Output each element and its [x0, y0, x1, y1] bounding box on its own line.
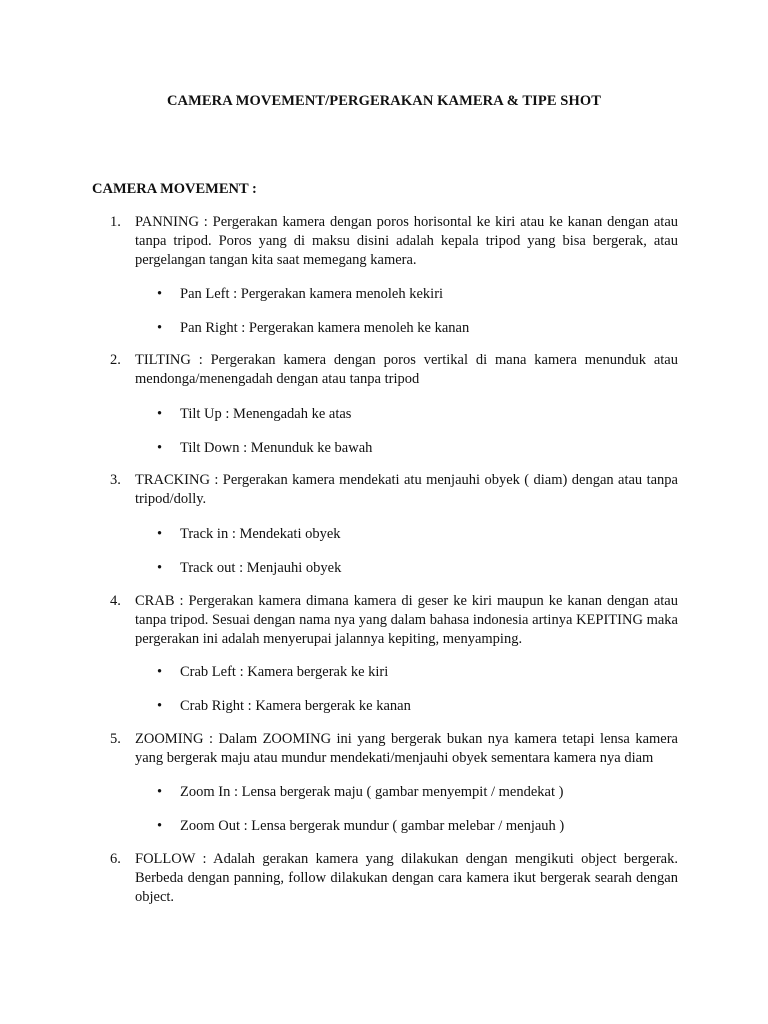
- bullet-text: Pan Left : Pergerakan kamera menoleh kekiri: [180, 286, 444, 302]
- item-text: TILTING : Pergerakan kamera dengan poros vertikal di mana kamera menunduk atau mendonga/menengadah dengan atau tanpa tripod: [135, 352, 678, 387]
- item-number: 4.: [110, 593, 121, 609]
- bullet-text: Zoom Out : Lensa bergerak mundur ( gambar melebar / menjauh ): [180, 818, 565, 834]
- bullet-item: [157, 285, 443, 304]
- section-heading: CAMERA MOVEMENT :: [92, 181, 257, 197]
- item-text: ZOOMING : Dalam ZOOMING ini yang bergerak bukan nya kamera tetapi lensa kamera yang bergerak maju atau mundur mendekati/menjauhi obyek sementara kamera nya diam: [135, 731, 678, 766]
- item-text: FOLLOW : Adalah gerakan kamera yang dilakukan dengan mengikuti object bergerak. Berbeda dengan panning, follow dilakukan dengan cara kamera ikut bergerak searah dengan object.: [135, 851, 678, 905]
- bullet-icon: •: [157, 440, 163, 456]
- list-item-crab: [110, 592, 678, 649]
- bullet-text: Crab Left : Kamera bergerak ke kiri: [180, 664, 389, 680]
- bullet-icon: •: [157, 286, 163, 302]
- item-text: PANNING : Pergerakan kamera dengan poros horisontal ke kiri atau ke kanan dengan atau tanpa tripod. Poros yang di maksu disini adalah kepala tripod yang bisa bergerak, atau pergelangan tangan kita saat memegang kamera.: [135, 214, 678, 268]
- bullet-item: [157, 817, 564, 836]
- bullet-icon: •: [157, 526, 163, 542]
- bullet-text: Tilt Down : Menunduk ke bawah: [180, 440, 373, 456]
- bullet-icon: •: [157, 698, 163, 714]
- item-text: CRAB : Pergerakan kamera dimana kamera di geser ke kiri maupun ke kanan dengan atau tanpa tripod. Sesuai dengan nama nya yang dalam bahasa indonesia artinya KEPITING maka pergerakan ini adalah menyerupai jalannya kepiting, menyamping.: [135, 593, 678, 647]
- list-item-zooming: [110, 730, 678, 768]
- bullet-icon: •: [157, 664, 163, 680]
- bullet-item: [157, 319, 469, 338]
- item-number: 6.: [110, 851, 121, 867]
- bullet-text: Track out : Menjauhi obyek: [180, 560, 342, 576]
- list-item-panning: [110, 213, 678, 270]
- item-number: 3.: [110, 472, 121, 488]
- item-text: TRACKING : Pergerakan kamera mendekati atu menjauhi obyek ( diam) dengan atau tanpa tripod/dolly.: [135, 472, 678, 507]
- bullet-icon: •: [157, 818, 163, 834]
- bullet-icon: •: [157, 784, 163, 800]
- bullet-item: [157, 697, 411, 716]
- bullet-item: [157, 663, 388, 682]
- bullet-item: [157, 405, 351, 424]
- list-item-tracking: [110, 471, 678, 509]
- list-item-follow: [110, 850, 678, 907]
- bullet-item: [157, 559, 341, 578]
- bullet-text: Track in : Mendekati obyek: [180, 526, 341, 542]
- bullet-text: Pan Right : Pergerakan kamera menoleh ke kanan: [180, 320, 470, 336]
- bullet-item: [157, 525, 341, 544]
- bullet-icon: •: [157, 406, 163, 422]
- list-item-tilting: [110, 351, 678, 389]
- bullet-icon: •: [157, 560, 163, 576]
- item-number: 5.: [110, 731, 121, 747]
- bullet-item: [157, 783, 563, 802]
- bullet-text: Tilt Up : Menengadah ke atas: [180, 406, 352, 422]
- bullet-text: Crab Right : Kamera bergerak ke kanan: [180, 698, 411, 714]
- bullet-item: [157, 439, 372, 458]
- bullet-text: Zoom In : Lensa bergerak maju ( gambar menyempit / mendekat ): [180, 784, 564, 800]
- item-number: 1.: [110, 214, 121, 230]
- bullet-icon: •: [157, 320, 163, 336]
- document-title: CAMERA MOVEMENT/PERGERAKAN KAMERA & TIPE SHOT: [166, 93, 602, 109]
- item-number: 2.: [110, 352, 121, 368]
